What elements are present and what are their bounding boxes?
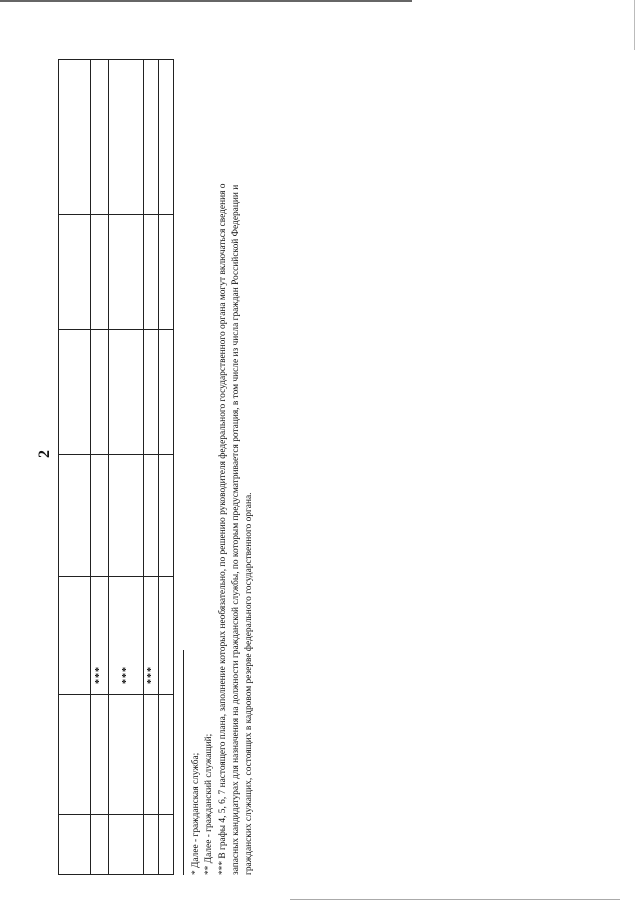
footnotes: [190, 35, 256, 875]
table-cell: [59, 330, 91, 455]
table-cell: [91, 215, 109, 330]
footnote-separator: [183, 650, 184, 875]
footnote-2: ** Далее - гражданский служащий;: [204, 733, 215, 875]
table-cell-stars: ***: [91, 577, 109, 695]
table-cell: [91, 330, 109, 455]
table-cell: [109, 455, 144, 577]
table-cell: [159, 215, 174, 330]
table-cell: [109, 815, 144, 875]
table-cell: [159, 455, 174, 577]
table-cell: [59, 215, 91, 330]
table-cell: [159, 60, 174, 215]
table-cell-stars: ***: [109, 577, 144, 695]
table-cell: [91, 60, 109, 215]
table-row: [144, 60, 159, 875]
table-cell: [59, 577, 91, 695]
table-cell: [159, 695, 174, 815]
table-cell: [91, 815, 109, 875]
table-cell: [109, 60, 144, 215]
table-cell: [59, 815, 91, 875]
footnote-3-line-1: *** В графы 4, 5, 6, 7 настоящего плана, заполнение которых необязательно, по решению руководителя федерального государственного органа могут включаться сведения о: [217, 183, 228, 875]
table-cell: [159, 815, 174, 875]
table-cell: [144, 695, 159, 815]
table-cell: [144, 330, 159, 455]
table-cell: [109, 330, 144, 455]
table-row: [159, 60, 174, 875]
table-cell: [59, 695, 91, 815]
table-cell: [109, 695, 144, 815]
table-cell: [144, 60, 159, 215]
table-cell: [91, 695, 109, 815]
table-cell: [59, 60, 91, 215]
table-row: [91, 60, 109, 875]
footnote-1: * Далее - гражданская служба;: [191, 752, 201, 875]
table-cell: [109, 215, 144, 330]
table-cell: [144, 815, 159, 875]
page-number: 2: [36, 450, 53, 458]
table-cell: [144, 215, 159, 330]
table-cell: [159, 577, 174, 695]
plan-table: [58, 59, 174, 875]
table-cell: [91, 455, 109, 577]
table-row: [59, 60, 91, 875]
table-cell-stars: ***: [144, 577, 159, 695]
table-cell: [59, 455, 91, 577]
table-row: [109, 60, 144, 875]
table-cell: [159, 330, 174, 455]
footnote-3-line-2: запасных кандидатурах для назначения на должности гражданской службы, по которым предусматривается ротация, в том числе из числа граждан Российской Федерации и: [230, 184, 241, 875]
table-cell: [144, 455, 159, 577]
footnote-3-line-3: гражданских служащих, состоящих в кадровом резерве федерального государственного органа.: [244, 492, 255, 875]
